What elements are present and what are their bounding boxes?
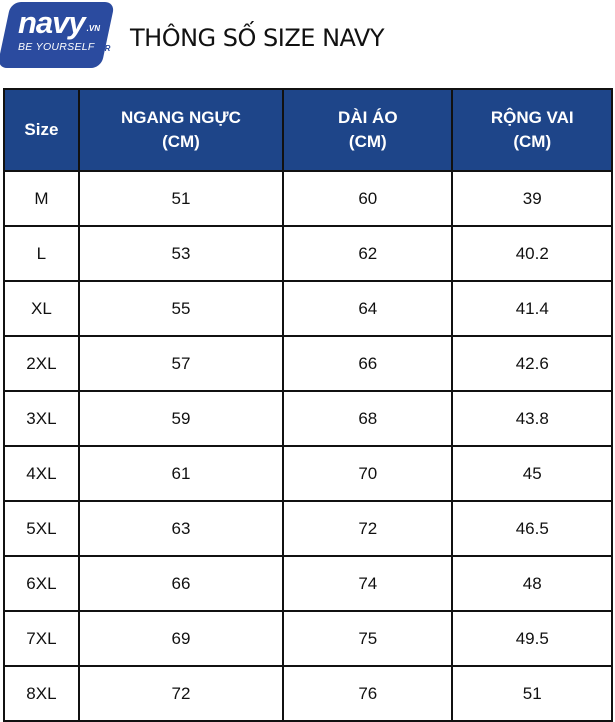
table-cell: 49.5: [452, 611, 612, 666]
header-label: (CM): [348, 132, 387, 151]
table-row: [4, 501, 612, 556]
table-row: [4, 666, 612, 721]
table-row: [4, 556, 612, 611]
table-row: [4, 336, 612, 391]
table-cell: 4XL: [4, 446, 79, 501]
logo-brand: navy: [18, 5, 85, 40]
table-cell: 72: [79, 666, 283, 721]
table-cell: 2XL: [4, 336, 79, 391]
table-cell: 64: [283, 281, 452, 336]
table-cell: 3XL: [4, 391, 79, 446]
table-cell: XL: [4, 281, 79, 336]
logo-tagline: BE YOURSELF: [18, 41, 95, 53]
table-row: [4, 391, 612, 446]
table-cell: 43.8: [452, 391, 612, 446]
table-cell: L: [4, 226, 79, 281]
table-cell: 63: [79, 501, 283, 556]
header-label: (CM): [162, 132, 200, 151]
logo-registered: R: [104, 44, 111, 53]
table-row: [4, 226, 612, 281]
table-cell: 45: [452, 446, 612, 501]
logo-content: [18, 6, 110, 54]
table-row: [4, 446, 612, 501]
table-cell: 53: [79, 226, 283, 281]
header-size: [4, 89, 79, 171]
size-table: [3, 88, 613, 722]
header-label: Size: [24, 120, 59, 139]
header-chest-width: [79, 89, 283, 171]
table-cell: 66: [79, 556, 283, 611]
table-cell: 57: [79, 336, 283, 391]
table-cell: 60: [283, 171, 452, 226]
table-cell: 40.2: [452, 226, 612, 281]
table-cell: 5XL: [4, 501, 79, 556]
table-cell: 75: [283, 611, 452, 666]
table-cell: 42.6: [452, 336, 612, 391]
header-label: NGANG NGỰC: [121, 108, 241, 127]
table-cell: 46.5: [452, 501, 612, 556]
table-cell: 68: [283, 391, 452, 446]
table-cell: 74: [283, 556, 452, 611]
table-cell: 41.4: [452, 281, 612, 336]
header-label: RỘNG VAI: [490, 108, 574, 127]
page-title: THÔNG SỐ SIZE NAVY: [130, 24, 384, 52]
table-cell: 59: [79, 391, 283, 446]
table-cell: 76: [283, 666, 452, 721]
table-cell: 8XL: [4, 666, 79, 721]
table-row: [4, 281, 612, 336]
table-row: [4, 171, 612, 226]
table-cell: 70: [283, 446, 452, 501]
logo-tagline-row: [18, 40, 110, 54]
header-label: DÀI ÁO: [338, 108, 398, 127]
table-cell: 51: [452, 666, 612, 721]
header-length: [283, 89, 452, 171]
table-cell: 69: [79, 611, 283, 666]
table-cell: 7XL: [4, 611, 79, 666]
navy-logo: [4, 2, 116, 68]
header-shoulder-width: [452, 89, 612, 171]
table-cell: 66: [283, 336, 452, 391]
table-cell: 48: [452, 556, 612, 611]
table-header-row: [4, 89, 612, 171]
logo-domain: .VN: [86, 24, 101, 33]
table-cell: 6XL: [4, 556, 79, 611]
table-cell: 62: [283, 226, 452, 281]
header-label: (CM): [513, 132, 552, 151]
table-row: [4, 611, 612, 666]
table-body: [4, 171, 612, 721]
table-cell: 51: [79, 171, 283, 226]
logo-brand-row: [18, 6, 100, 40]
table-cell: 39: [452, 171, 612, 226]
table-cell: 55: [79, 281, 283, 336]
table-cell: 61: [79, 446, 283, 501]
table-cell: M: [4, 171, 79, 226]
table-cell: 72: [283, 501, 452, 556]
